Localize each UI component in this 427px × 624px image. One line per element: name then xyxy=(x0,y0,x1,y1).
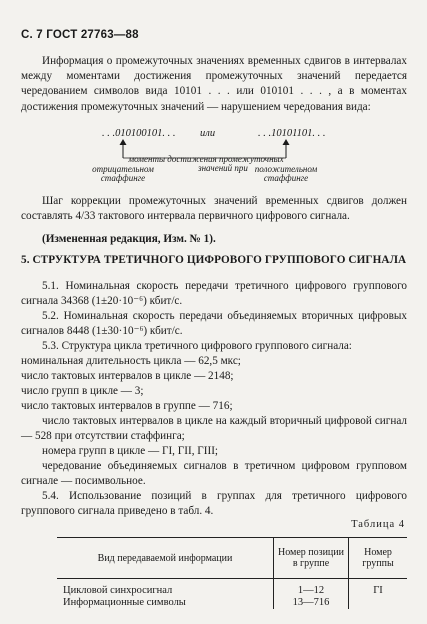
sequence-left: . . .010100101. . . xyxy=(102,128,176,139)
column-header: Номер позиции в группе xyxy=(274,538,349,579)
right-arrowhead-icon xyxy=(283,139,290,145)
alternation-paragraph: чередование объединяемых сигналов в третичном цифровом групповом сигнале — посимвольное. xyxy=(21,460,407,488)
table-header-row xyxy=(57,538,407,579)
table-row xyxy=(57,579,407,598)
vsignal-paragraph: число тактовых интервалов в цикле на каждый вторичный цифровой сигнал — 528 при отсутствии стаффинга; xyxy=(21,415,407,443)
left-caption-1: отрицательном xyxy=(92,164,154,174)
table-cell: Информационные символы xyxy=(63,597,186,608)
table-4 xyxy=(57,537,407,609)
left-arrowhead-icon xyxy=(120,139,127,145)
intro-paragraph: Информация о промежуточных значениях временных сдвигов в интервалах между моментами достижения промежуточных значений передается чередованием символов вида 10101 . . . или 010101 . . . , а в моментах достижения промежуточных значений — нарушением чередования вида: xyxy=(21,55,407,113)
table-cell: 13—716 xyxy=(274,597,349,609)
paragraph-5-2: 5.2. Номинальная скорость передачи объединяемых вторичных цифровых сигналов 8448 (1±30·10⁻⁶) кбит/с. xyxy=(21,310,407,338)
groups-paragraph: номера групп в цикле — ГI, ГII, ГIII; xyxy=(42,445,219,457)
table-cell: ГI xyxy=(349,579,408,598)
edition-note: (Измененная редакция, Изм. № 1). xyxy=(42,233,216,245)
paragraph-5-1: 5.1. Номинальная скорость передачи третичного цифрового группового сигнала 34368 (1±20·10⁻⁶) кбит/с. xyxy=(21,280,407,308)
column-header: Вид передаваемой информации xyxy=(57,538,274,579)
table-caption: Таблица 4 xyxy=(351,519,405,530)
list-item: число групп в цикле — 3; xyxy=(21,385,144,397)
table-cell: 1—12 xyxy=(274,579,349,598)
left-caption-2: стаффинге xyxy=(100,173,146,183)
right-caption-1: положительном xyxy=(254,164,318,174)
list-item: число тактовых интервалов в группе — 716; xyxy=(21,400,233,412)
alternation-diagram xyxy=(0,120,427,190)
table-cell xyxy=(349,597,408,609)
paragraph-5-4: 5.4. Использование позиций в группах для третичного цифрового группового сигнала приведено в табл. 4. xyxy=(21,490,407,518)
list-item: число тактовых интервалов в цикле — 2148; xyxy=(21,370,234,382)
section-title: 5. СТРУКТУРА ТРЕТИЧНОГО ЦИФРОВОГО ГРУППОВОГО СИГНАЛА xyxy=(21,254,407,266)
sequence-right: . . .10101101. . . xyxy=(258,128,326,139)
list-item: номинальная длительность цикла — 62,5 мкс; xyxy=(21,355,241,367)
column-header: Номер группы xyxy=(349,538,408,579)
step-paragraph: Шаг коррекции промежуточных значений временных сдвигов должен составлять 4/33 тактового интервала первичного цифрового сигнала. xyxy=(21,195,407,223)
center-caption-1: моменты достижения промежуточных xyxy=(128,154,284,164)
paragraph-5-3: 5.3. Структура цикла третичного цифрового группового сигнала: xyxy=(42,340,352,352)
right-caption-2: стаффинге xyxy=(263,173,309,183)
table-row xyxy=(57,597,407,609)
table-cell: Цикловой синхросигнал xyxy=(63,585,173,596)
center-caption-2: значений при xyxy=(198,163,248,173)
page-header: С. 7 ГОСТ 27763—88 xyxy=(21,29,139,41)
or-label: или xyxy=(200,128,216,139)
